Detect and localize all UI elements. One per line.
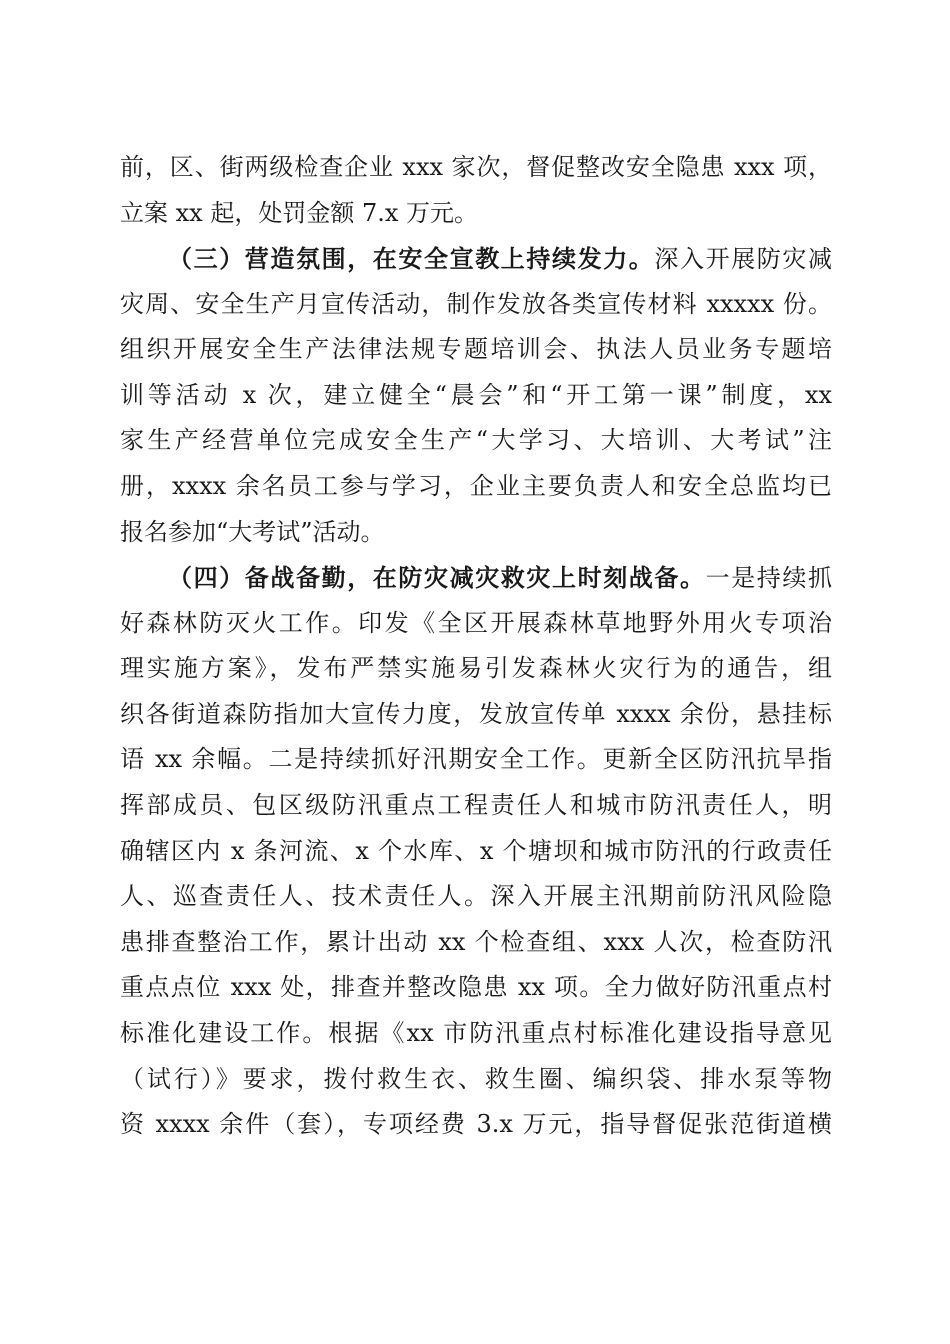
paragraph-safety-publicity [120,236,832,555]
text-line: 患排查整治工作，累计出动 xx 个检查组、xxx 人次，检查防汛 [120,927,832,956]
text-line: 好森林防灭火工作。印发《全区开展森林草地野外用火专项治 [120,608,832,637]
text-line: 确辖区内 x 条河流、x 个水库、x 个塘坝和城市防汛的行政责任 [120,836,832,865]
text-line: 家生产经营单位完成安全生产“大学习、大培训、大考试”注 [120,426,832,455]
text-line: 报名参加“大考试”活动。 [120,517,385,546]
text-line: 资 xxxx 余件（套），专项经费 3.x 万元，指导督促张范街道横 [120,1110,832,1139]
text-line: 立案 xx 起，处罚金额 7.x 万元。 [120,198,479,227]
text-line: 前，区、街两级检查企业 xxx 家次，督促整改安全隐患 xxx 项， [120,153,832,181]
section-heading-4: （四）备战备勤，在防灾减灾救灾上时刻战备。 [168,563,706,592]
text-line: 标准化建设工作。根据《xx 市防汛重点村标准化建设指导意见 [120,1018,832,1047]
text-line: （试行）》要求，拨付救生衣、救生圈、编织袋、排水泵等物 [120,1064,832,1093]
text-run: 深入开展防灾减 [654,245,832,273]
text-line: 语 xx 余幅。二是持续抓好汛期安全工作。更新全区防汛抗旱指 [120,745,832,774]
text-line [120,555,832,601]
text-line: 织各街道森防指加大宣传力度，发放宣传单 xxxx 余份，悬挂标 [120,699,832,728]
text-line: 理实施方案》，发布严禁实施易引发森林火灾行为的通告，组 [120,654,832,683]
section-heading-3: （三）营造氛围，在安全宣教上持续发力。 [168,244,655,273]
text-line: 组织开展安全生产法律法规专题培训会、执法人员业务专题培 [120,335,832,364]
text-line [120,236,832,282]
text-line: 人、巡查责任人、技术责任人。深入开展主汛期前防汛风险隐 [120,882,832,911]
text-line: 训等活动 x 次，建立健全“晨会”和“开工第一课”制度，xx [120,380,832,409]
text-line: 挥部成员、包区级防汛重点工程责任人和城市防汛责任人，明 [120,790,832,819]
text-line: 灾周、安全生产月宣传活动，制作发放各类宣传材料 xxxxx 份。 [120,289,832,318]
text-line: 册，xxxx 余名员工参与学习，企业主要负责人和安全总监均已 [120,471,832,500]
paragraph-disaster-preparedness [120,555,832,1148]
paragraph-inspection-summary [120,145,832,236]
text-run: 一是持续抓 [705,564,832,592]
text-line: 重点点位 xxx 处，排查并整改隐患 xx 项。全力做好防汛重点村 [120,973,832,1002]
